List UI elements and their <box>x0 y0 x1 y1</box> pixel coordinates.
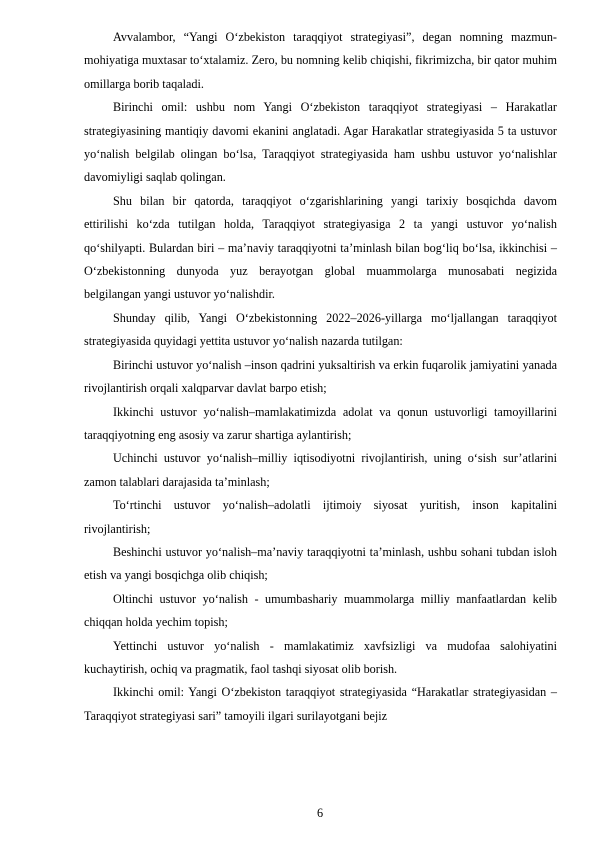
paragraph-direction-1: Birinchi ustuvor yo‘nalish –inson qadrini yuksaltirish va erkin fuqarolik jamiyatini yanada rivojlantirish orqali xalqparvar davlat barpo etish; <box>84 357 557 396</box>
paragraph-direction-7: Yettinchi ustuvor yo‘nalish - mamlakatimiz xavfsizligi va mudofaa salohiyatini kuchaytirish, ochiq va pragmatik, faol tashqi siyosat olib borish. <box>84 638 557 676</box>
paragraph-first-factor: Birinchi omil: ushbu nom Yangi O‘zbekiston taraqqiyot strategiyasi – Harakatlar strategiyasining mantiqiy davomi ekanini anglatadi. Agar Harakatlar strategiyasida 5 ta ustuvor yo‘nalish belgilab olingan bo‘lsa, Taraqqiyot strategiyasida ham ushbu ustuvor yo‘nalishlar davomiyligi saqlab qolingan. <box>84 100 557 185</box>
paragraph-direction-3: Uchinchi ustuvor yo‘nalish–milliy iqtisodiyotni rivojlantirish, uning o‘sish sur’atlarini zamon talablari darajasida ta’minlash; <box>84 451 557 489</box>
document-page <box>84 26 557 728</box>
paragraph-seven-directions-intro: Shunday qilib, Yangi O‘zbekistonning 2022–2026-yillarga mo‘ljallangan taraqqiyot strategiyasida quyidagi yettita ustuvor yo‘nalish nazarda tutilgan: <box>84 310 557 349</box>
paragraph-direction-2: Ikkinchi ustuvor yo‘nalish–mamlakatimizda adolat va qonun ustuvorligi tamoyillarini taraqqiyotning eng asosiy va zarur shartiga aylantirish; <box>84 404 557 442</box>
paragraph-direction-5: Beshinchi ustuvor yo‘nalish–ma’naviy taraqqiyotni ta’minlash, ushbu sohani tubdan isloh etish va yangi bosqichga olib chiqish; <box>84 544 557 583</box>
paragraph-second-factor: Ikkinchi omil: Yangi O‘zbekiston taraqqiyot strategiyasida “Harakatlar strategiyasidan – Taraqqiyot strategiyasi sari” tamoyili ilgari surilayotgani bejiz <box>84 685 557 723</box>
paragraph-intro: Avvalambor, “Yangi O‘zbekiston taraqqiyot strategiyasi”, degan nomning mazmun-mohiyatiga muxtasar to‘xtalamiz. Zero, bu nomning kelib chiqishi, fikrimizcha, bir qator muhim omillarga borib taqaladi. <box>84 30 557 91</box>
paragraph-direction-4: To‘rtinchi ustuvor yo‘nalish–adolatli ijtimoiy siyosat yuritish, inson kapitalini rivojlantirish; <box>84 498 557 536</box>
paragraph-direction-6: Oltinchi ustuvor yo‘nalish - umumbashariy muammolarga milliy manfaatlardan kelib chiqqan holda yechim topish; <box>84 591 557 630</box>
page-number: 6 <box>316 806 324 820</box>
paragraph-new-directions: Shu bilan bir qatorda, taraqqiyot o‘zgarishlarining yangi tarixiy bosqichda davom ettirilishi ko‘zda tutilgan holda, Taraqqiyot strategiyasiga 2 ta yangi ustuvor yo‘nalish qo‘shilyapti. Bulardan biri – ma’naviy taraqqiyotni ta’minlash bilan bog‘liq bo‘lsa, ikkinchisi – O‘zbekistonning dunyoda yuz berayotgan global muammolarga munosabati negizida belgilangan yangi ustuvor yo‘nalishdir. <box>84 193 557 302</box>
